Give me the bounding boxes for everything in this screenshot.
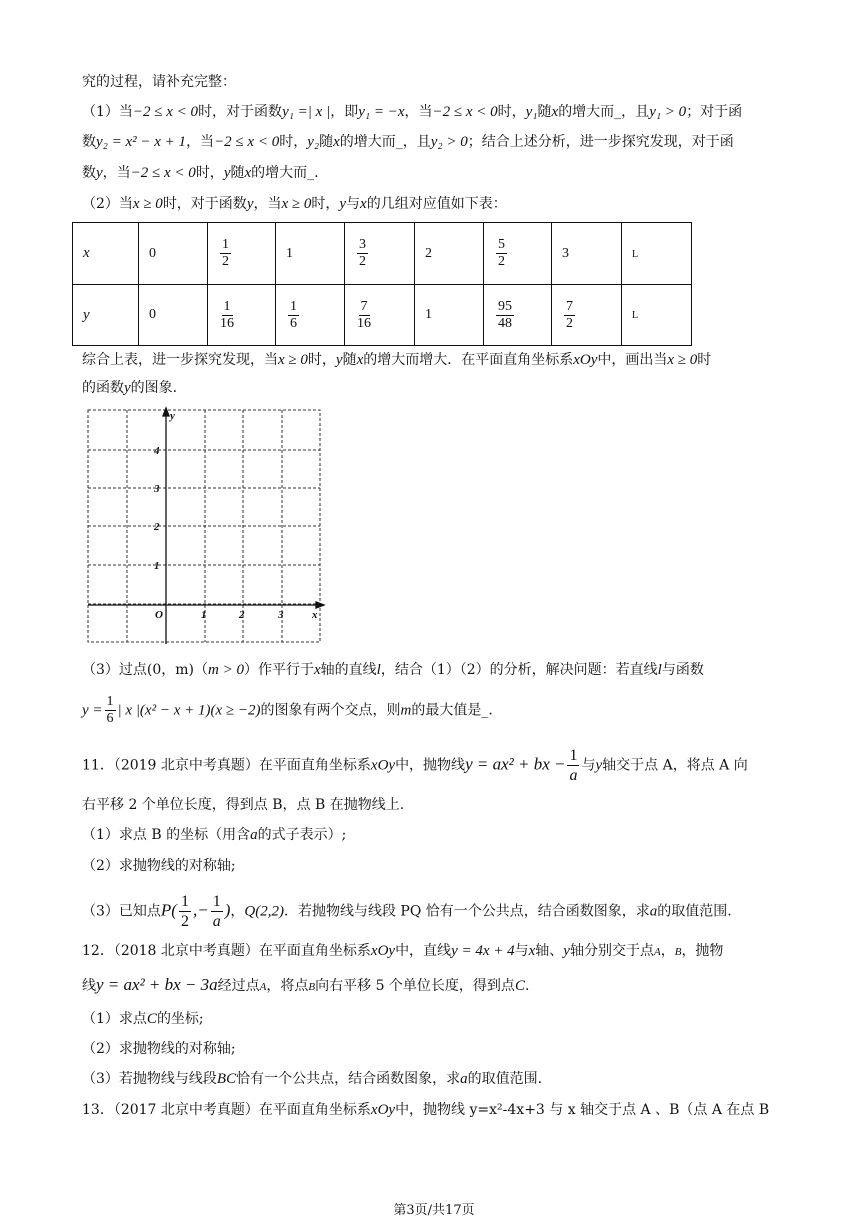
text-line: 综合上表，进一步探究发现，当x ≥ 0时，y随x的增大而增大．在平面直角坐标系xOy中，画出当x ≥ 0时 <box>82 352 712 368</box>
text-line: 数y，当−2 ≤ x < 0时，y随x的增大而_. <box>82 165 319 181</box>
text-line: （3）已知点P( $\frac{1}{2}$ ,− $\frac{1}{a}$ )，Q(2,2)．若抛物线与线段 PQ 恰有一个公共点，结合函数图象，求a的取值范围. <box>82 893 732 930</box>
table-cell: $\frac{1}{6}$ <box>276 285 345 346</box>
y-axis-label: y <box>170 410 175 422</box>
question-13: 13．（2017 北京中考真题）在平面直角坐标系xOy中，抛物线 y=x²-4x+3 与 x 轴交于点 A 、B（点 A 在点 B <box>82 1102 770 1118</box>
y-axis-arrow <box>163 408 169 416</box>
text-line: 线y = ax² + bx − 3a经过点A，将点B向右平移 5 个单位长度，得到点C. <box>82 975 530 994</box>
table-row <box>73 223 692 285</box>
text-line: （2）求抛物线的对称轴; <box>82 858 236 874</box>
text-line: （1）当−2 ≤ x < 0时，对于函数y₁ =| x |，即y₁ = −x，当−2 ≤ x < 0时，y₁随x的增大而_，且y₁ > 0；对于函 <box>82 104 743 120</box>
y-tick-label: 4 <box>154 445 160 457</box>
table-cell: x <box>73 223 139 285</box>
table-row <box>73 285 692 346</box>
y-tick-label: 2 <box>154 521 160 533</box>
table-cell: $\frac{7}{16}$ <box>345 285 415 346</box>
page-footer: 第3页/共17页 <box>393 1203 475 1218</box>
x-tick-label: 1 <box>201 609 207 621</box>
text-line: （2）当x ≥ 0时，对于函数y，当x ≥ 0时，y与x的几组对应值如下表： <box>82 196 507 212</box>
text-line: （1）求点C的坐标; <box>82 1011 204 1027</box>
table-cell: $\frac{1}{16}$ <box>208 285 276 346</box>
text-line: （3）过点(0，m)（m > 0）作平行于x轴的直线l，结合（1）（2）的分析，解决问题：若直线l与函数 <box>82 662 704 678</box>
x-tick-label: 3 <box>278 609 284 621</box>
origin-label: O <box>155 609 163 621</box>
table-cell: 1 <box>276 223 345 285</box>
coordinate-grid <box>84 406 330 650</box>
text-line: y = $\frac{1}{6}$ | x |(x² − x + 1)(x ≥ −2)的图象有两个交点，则m的最大值是_. <box>82 694 493 726</box>
question-12: 12．（2018 北京中考真题）在平面直角坐标系xOy中，直线y = 4x + 4与x轴、y轴分别交于点A，B，抛物 <box>82 943 724 959</box>
text-line: 的函数y的图象. <box>82 380 178 396</box>
table-cell: 3 <box>552 223 622 285</box>
text-line: （2）求抛物线的对称轴; <box>82 1041 236 1057</box>
text-line: （1）求点 B 的坐标（用含a的式子表示）; <box>82 827 347 843</box>
question-11: 11．（2019 北京中考真题）在平面直角坐标系xOy中，抛物线y = ax² + bx − $\frac{1}{a}$ 与y轴交于点 A，将点 A 向 <box>82 747 748 784</box>
table-cell: L <box>622 223 692 285</box>
text-line: 数y₂ = x² − x + 1，当−2 ≤ x < 0时，y₂随x的增大而_，且y₂ > 0；结合上述分析，进一步探究发现，对于函 <box>82 134 734 150</box>
table-cell: y <box>73 285 139 346</box>
table-cell: $\frac{7}{2}$ <box>552 285 622 346</box>
table-cell: $\frac{95}{48}$ <box>484 285 552 346</box>
x-axis-arrow <box>316 602 324 608</box>
table-cell: $\frac{3}{2}$ <box>345 223 415 285</box>
text-line: 究的过程，请补充完整： <box>82 74 236 90</box>
values-table <box>72 222 692 346</box>
table-cell: 0 <box>139 223 208 285</box>
table-cell: $\frac{1}{2}$ <box>208 223 276 285</box>
text-line: （3）若抛物线与线段BC恰有一个公共点，结合函数图象，求a的取值范围. <box>82 1071 543 1087</box>
x-axis-label: x <box>312 609 318 621</box>
x-tick-label: 2 <box>239 609 245 621</box>
table-cell: 0 <box>139 285 208 346</box>
table-cell: L <box>622 285 692 346</box>
table-cell: 1 <box>415 285 484 346</box>
text-line: 右平移 2 个单位长度，得到点 B，点 B 在抛物线上. <box>82 797 405 813</box>
table-cell: 2 <box>415 223 484 285</box>
y-tick-label: 3 <box>154 483 160 495</box>
table-cell: $\frac{5}{2}$ <box>484 223 552 285</box>
y-tick-label: 1 <box>154 560 160 572</box>
